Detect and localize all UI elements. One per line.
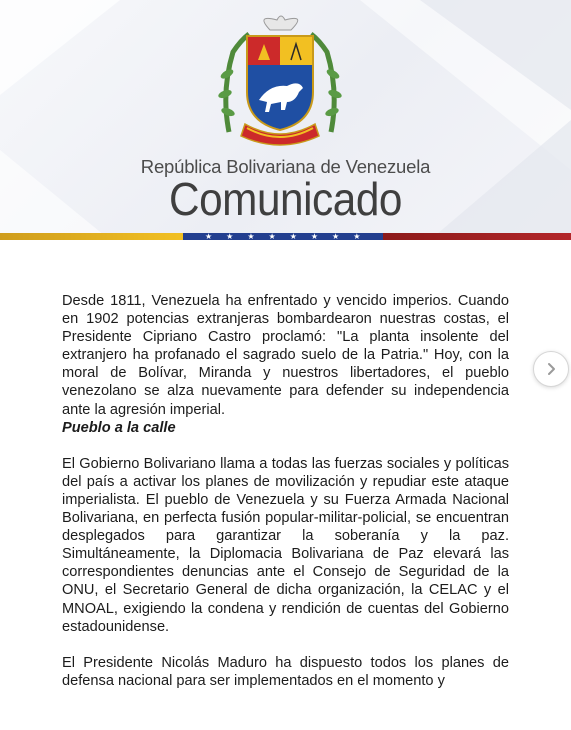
flag-stripe-blue bbox=[183, 233, 383, 240]
communique-header bbox=[0, 0, 571, 240]
coat-of-arms-icon bbox=[215, 12, 345, 152]
paragraph-history: Desde 1811, Venezuela ha enfrentado y vencido imperios. Cuando en 1902 potencias extranjeras bombardearon nuestras costas, el Presidente Cipriano Castro proclamó: "La planta insolente del extranjero ha profanado el sagrado suelo de la Patria." Hoy, con la moral de Bolívar, Miranda y nuestros libertadores, el pueblo venezolano se alza nuevamente para defender su independencia ante la agresión imperial. bbox=[62, 293, 509, 418]
page-title: Comunicado bbox=[168, 173, 402, 225]
flag-stripe-yellow bbox=[0, 233, 183, 240]
paragraph-defense: El Presidente Nicolás Maduro ha dispuesto todos los planes de defensa nacional para ser implementados en el momento y bbox=[62, 654, 509, 689]
paragraph-mobilization: El Gobierno Bolivariano llama a todas las fuerzas sociales y políticas del país a activar los planes de movilización y repudiar este ataque imperialista. El pueblo de Venezuela y su Fuerza Armada Nacional Bolivariana, en perfecta fusión popular-militar-policial, se encuentran desplegados para garantizar la soberanía y la paz. Simultáneamente, la Diplomacia Bolivariana de Paz elevará las correspondientes denuncias ante el Consejo de Seguridad de la ONU, el Secretario General de dicha organización, la CELAC y el MNOAL, exigiendo la condena y rendición de cuentas del Gobierno estadounidense. bbox=[62, 455, 509, 635]
section-heading: Pueblo a la calle bbox=[62, 419, 176, 436]
flag-stars: ★★★★★★★★ bbox=[205, 232, 375, 240]
country-name: República Bolivariana de Venezuela bbox=[140, 156, 431, 177]
next-slide-button[interactable] bbox=[533, 351, 569, 387]
chevron-right-icon bbox=[544, 362, 558, 376]
communique-body bbox=[62, 292, 509, 690]
flag-stripe bbox=[0, 233, 571, 240]
flag-stripe-red bbox=[383, 233, 571, 240]
